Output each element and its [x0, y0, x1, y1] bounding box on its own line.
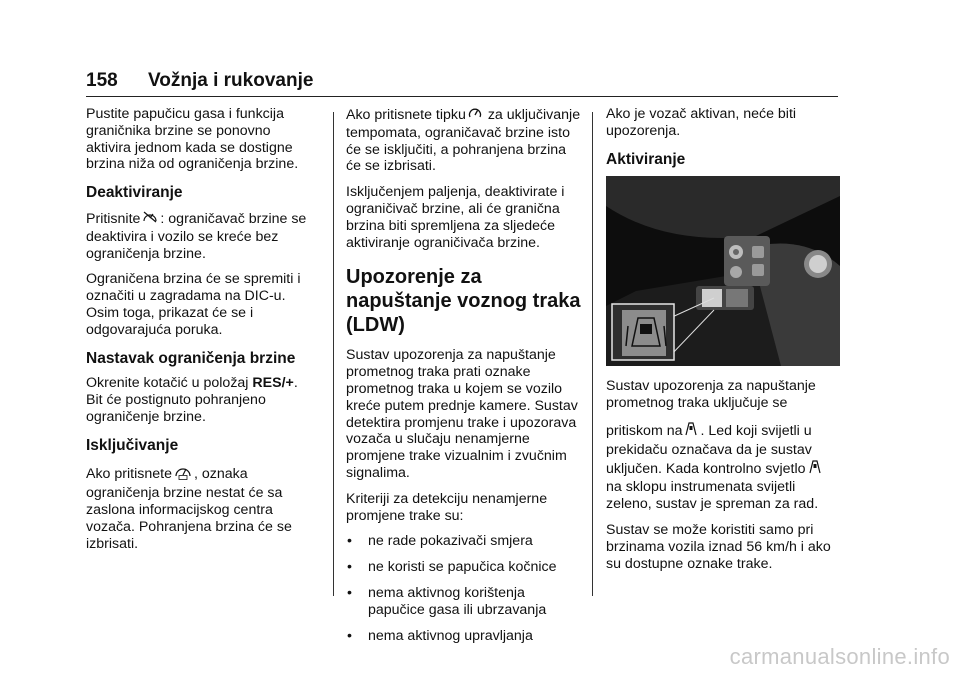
heading-deactivate: Deaktiviranje [86, 184, 183, 202]
speed-limiter-cancel-icon [142, 210, 158, 229]
column-3 [606, 106, 840, 581]
lane-departure-icon [684, 421, 698, 442]
paragraph: Sustav upozorenja za napuštanje prometnog traka uključuje se [606, 378, 816, 412]
bullet: • [347, 584, 352, 601]
paragraph: Okrenite kotačić u položaj RES/+. Bit će postignuto pohranjeno ograničenje brzine. [86, 375, 298, 425]
column-divider [592, 112, 593, 596]
paragraph: Pritisnite : ograničavač brzine se deaktivira i vozilo se kreće bez ograničenja brzine. [86, 211, 307, 262]
bullet: • [347, 559, 352, 576]
paragraph: Isključenjem paljenja, deaktivirate i ograničivač brzine, ali će granična brzina biti spremljena za sljedeće aktiviranje ograničivača brzine. [346, 184, 565, 251]
heading-off: Isključivanje [86, 436, 179, 454]
list-item: • nema aktivnog korištenja papučice gasa ili ubrzavanja [347, 584, 547, 618]
paragraph: Kriteriji za detekciju nenamjerne promjene trake su: [346, 490, 548, 524]
bullet: • [347, 627, 352, 644]
heading-ldw: Upozorenje za napuštanje voznog traka (LDW) [346, 266, 581, 337]
bullet: • [347, 533, 352, 550]
lane-departure-icon [808, 459, 822, 480]
speed-limiter-icon [174, 463, 192, 486]
watermark: carmanualsonline.info [729, 644, 950, 669]
paragraph: Sustav se može koristiti samo pri brzinama vozila iznad 56 km/h i ako su dostupne oznake trake. [606, 521, 831, 572]
heading-activate: Aktiviranje [606, 150, 686, 168]
page-title: Vožnja i rukovanje [148, 70, 314, 91]
res-plus-label: RES/+ [252, 375, 294, 392]
paragraph: Ako je vozač aktivan, neće biti upozorenja. [606, 106, 797, 139]
paragraph: Ako pritisnete , oznaka ograničenja brzine nestat će sa zaslona informacijskog centra vozača. Pohranjena brzina će se izbrisati. [86, 463, 318, 553]
column-2 [346, 106, 582, 653]
page-header [86, 66, 838, 97]
list-item: • ne rade pokazivači smjera [347, 533, 533, 550]
criteria-list [346, 533, 582, 644]
paragraph: Ako pritisnete tipku za uključivanje tempomata, ograničavač brzine isto će se isključiti, a pohranjena brzina će se izbrisati. [346, 107, 581, 175]
paragraph: Ograničena brzina će se spremiti i označiti u zagradama na DIC-u. Osim toga, prikazat će se i odgovarajuća poruka. [86, 271, 301, 338]
column-1 [86, 106, 318, 562]
list-item: • ne koristi se papučica kočnice [347, 559, 557, 576]
paragraph: Pustite papučicu gasa i funkcija graničnika brzine se ponovno aktivira jednom kada se dostigne brzina niža od ograničenja brzine. [86, 106, 299, 173]
heading-resume: Nastavak ograničenja brzine [86, 349, 296, 367]
list-item: • nema aktivnog upravljanja [347, 627, 533, 644]
paragraph: pritiskom na . Led koji svijetli u prekidaču označava da je sustav uključen. Kada kontrolno svjetlo na sklopu instrumenata svijetli zeleno, sustav je spreman za rad. [606, 421, 840, 513]
page-number: 158 [86, 70, 118, 91]
ldw-switch-photo [606, 176, 840, 366]
paragraph: Sustav upozorenja za napuštanje prometnog traka prati oznake prometnog traka u kojem se vozilo kreće putem prednje kamere. Sustav detektira promjenu trake i upozorava vozača u slučaju nenamjerne promjene trake vizualnim i zvučnim signalima. [346, 347, 578, 481]
column-divider [333, 112, 334, 596]
cruise-control-icon [468, 106, 482, 125]
